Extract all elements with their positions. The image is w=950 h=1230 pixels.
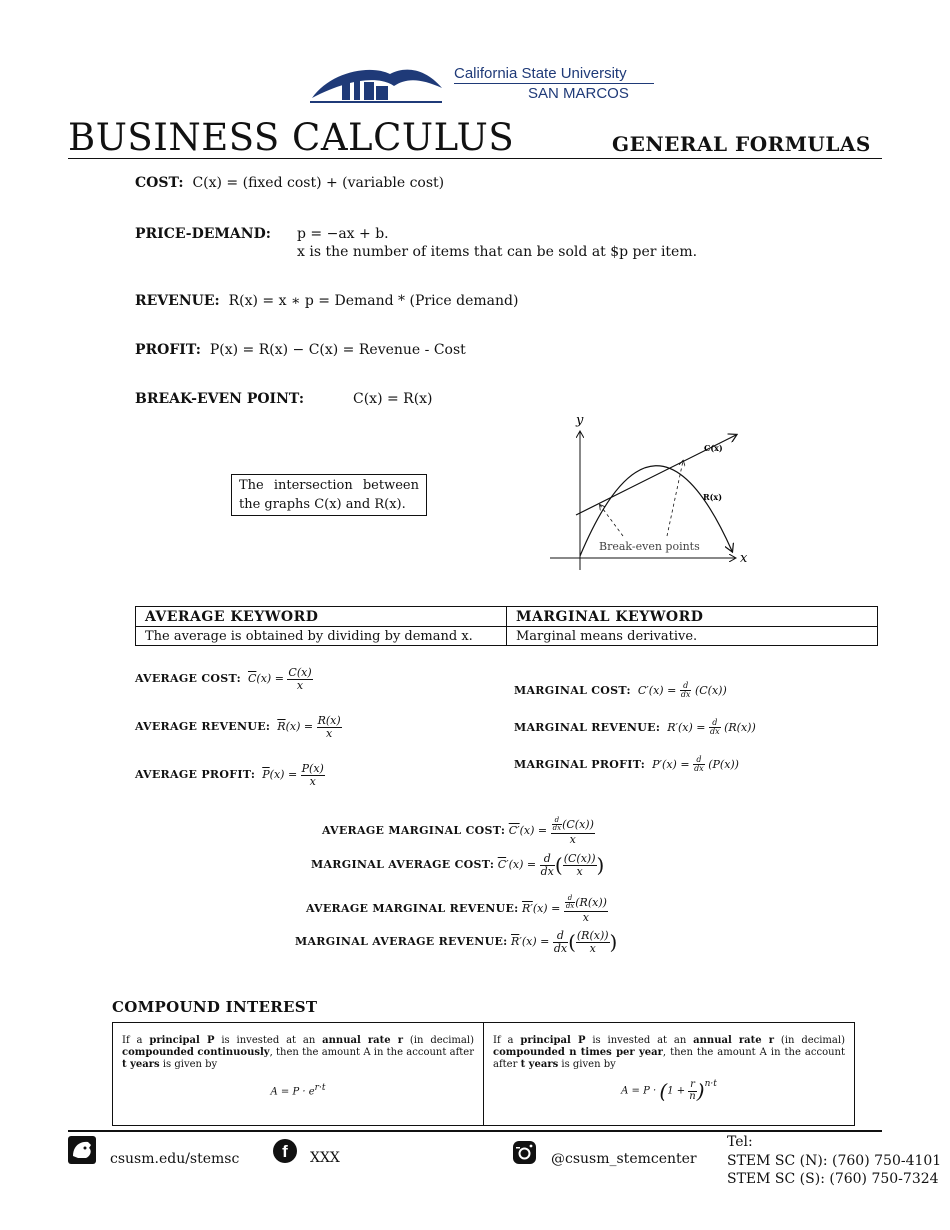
- price-demand-note: x is the number of items that can be sold at $p per item.: [297, 244, 698, 260]
- marginal-revenue-formula: MARGINAL REVENUE: R′(x) = $\frac{d}{dx}$ (R(x)): [514, 718, 756, 737]
- marginal-cost-label: MARGINAL COST:: [514, 683, 631, 697]
- header-rule: [68, 158, 882, 159]
- marginal-cost-formula: MARGINAL COST: C′(x) = $\frac{d}{dx}$ (C(x)): [514, 681, 727, 700]
- periodic-compounding-cell: [484, 1023, 854, 1125]
- continuous-compounding-cell: [113, 1023, 484, 1125]
- continuous-compounding-text: If a principal P is invested at an annual rate r (in decimal) compounded continuously, then the amount A in the account after t years is given by: [122, 1035, 474, 1070]
- average-marginal-cost-formula: AVERAGE MARGINAL COST: C′(x) = $\frac{d}{dx}$ (C(x)) x: [322, 816, 594, 846]
- university-name-line2: SAN MARCOS: [528, 85, 629, 102]
- marginal-keyword-header: MARGINAL KEYWORD: [507, 607, 878, 627]
- price-demand-formula: [135, 226, 271, 242]
- average-keyword-header: AVERAGE KEYWORD: [136, 607, 507, 627]
- footer-website-link[interactable]: csusm.edu/stemsc: [110, 1151, 240, 1167]
- cost-label: COST:: [135, 175, 184, 191]
- cost-equation: C(x) = (fixed cost) + (variable cost): [192, 175, 445, 191]
- revenue-curve-label: R(x): [703, 492, 722, 502]
- mar-label: MARGINAL AVERAGE REVENUE:: [295, 935, 508, 949]
- average-cost-label: AVERAGE COST:: [135, 672, 241, 686]
- average-revenue-formula: AVERAGE REVENUE: $\overline{R}(x)$ = $\frac{R(x)}{x}$: [135, 714, 341, 740]
- keyword-table: [135, 606, 878, 646]
- footer-facebook-link[interactable]: XXX: [310, 1150, 340, 1166]
- average-cost-formula: AVERAGE COST: $\overline{C}(x)$ = $\frac{C(x)}{x}$: [135, 666, 312, 692]
- intersection-note: The intersection between the graphs C(x) and R(x).: [239, 478, 419, 512]
- marginal-average-revenue-formula: MARGINAL AVERAGE REVENUE: $\overline{R}'(x)$ = $\frac{d}{dx}$ ( $\frac{(R(x))}{x}$ ): [295, 929, 618, 955]
- break-even-pointer-left: [600, 505, 623, 536]
- break-even-points-label: Break-even points: [599, 540, 700, 553]
- break-even-graph: [540, 408, 760, 580]
- revenue-formula: [135, 293, 518, 309]
- intersection-note-box: [231, 474, 427, 516]
- average-marginal-revenue-formula: AVERAGE MARGINAL REVENUE: R′(x) = $\frac{d}{dx}$ (R(x)) x: [306, 894, 607, 924]
- cost-curve-label: C(x): [704, 443, 723, 453]
- average-keyword-text: The average is obtained by dividing by demand x.: [136, 627, 507, 646]
- average-profit-formula: AVERAGE PROFIT: $\overline{P}(x)$ = $\frac{P(x)}{x}$: [135, 762, 324, 788]
- mac-label: MARGINAL AVERAGE COST:: [311, 858, 495, 872]
- break-even-equation: C(x) = R(x): [353, 391, 433, 407]
- marginal-average-cost-formula: MARGINAL AVERAGE COST: $\overline{C}'(x)$ = $\frac{d}{dx}$ ( $\frac{(C(x))}{x}$ ): [311, 852, 605, 878]
- periodic-compounding-text: If a principal P is invested at an annual rate r (in decimal) compounded n times per year, then the amount A in the account after t years is given by: [493, 1035, 845, 1070]
- break-even-label: BREAK-EVEN POINT:: [135, 391, 304, 407]
- footer-tel-south: STEM SC (S): (760) 750-7324: [727, 1171, 939, 1187]
- compound-interest-title: COMPOUND INTEREST: [112, 998, 318, 1016]
- marginal-keyword-text: Marginal means derivative.: [507, 627, 878, 646]
- break-even-pointer-right: [667, 461, 683, 536]
- average-profit-label: AVERAGE PROFIT:: [135, 768, 256, 782]
- marginal-profit-label: MARGINAL PROFIT:: [514, 757, 646, 771]
- revenue-label: REVENUE:: [135, 293, 220, 309]
- average-revenue-label: AVERAGE REVENUE:: [135, 720, 271, 734]
- periodic-compounding-formula: A = P · (1 + $\frac{r}{n}$ )$^{n\cdot t}$: [621, 1079, 717, 1103]
- marginal-revenue-label: MARGINAL REVENUE:: [514, 720, 661, 734]
- profit-formula: [135, 342, 466, 358]
- university-logo: [310, 62, 660, 110]
- graph-x-label: x: [740, 551, 748, 566]
- price-demand-label: PRICE-DEMAND:: [135, 226, 271, 242]
- price-demand-equation: p = −ax + b.: [297, 226, 389, 242]
- marginal-profit-formula: MARGINAL PROFIT: P′(x) = $\frac{d}{dx}$ (P(x)): [514, 755, 739, 774]
- logo-mark-icon: [310, 62, 445, 107]
- amc-label: AVERAGE MARGINAL COST:: [322, 824, 506, 838]
- revenue-equation: R(x) = x ∗ p = Demand * (Price demand): [228, 293, 519, 309]
- facebook-icon: f: [273, 1139, 297, 1163]
- footer-rule: [68, 1130, 882, 1132]
- break-even-formula: [135, 391, 304, 407]
- cost-formula: [135, 175, 444, 191]
- profit-equation: P(x) = R(x) − C(x) = Revenue - Cost: [209, 342, 466, 358]
- profit-label: PROFIT:: [135, 342, 201, 358]
- graph-y-label: y: [576, 413, 584, 428]
- university-name-line1: California State University: [454, 65, 627, 82]
- amr-label: AVERAGE MARGINAL REVENUE:: [306, 902, 519, 916]
- continuous-compounding-formula: $A = P \cdot e^{r\cdot t}$: [270, 1083, 326, 1098]
- compound-interest-box: [112, 1022, 855, 1126]
- footer-instagram-link[interactable]: @csusm_stemcenter: [551, 1151, 697, 1167]
- page-subtitle: GENERAL FORMULAS: [612, 132, 871, 156]
- instagram-icon: [512, 1140, 537, 1169]
- page-title: BUSINESS CALCULUS: [68, 116, 515, 159]
- footer-tel-label: Tel:: [727, 1134, 753, 1150]
- footer-tel-north: STEM SC (N): (760) 750-4101: [727, 1153, 942, 1169]
- cougar-logo-icon: [68, 1136, 96, 1164]
